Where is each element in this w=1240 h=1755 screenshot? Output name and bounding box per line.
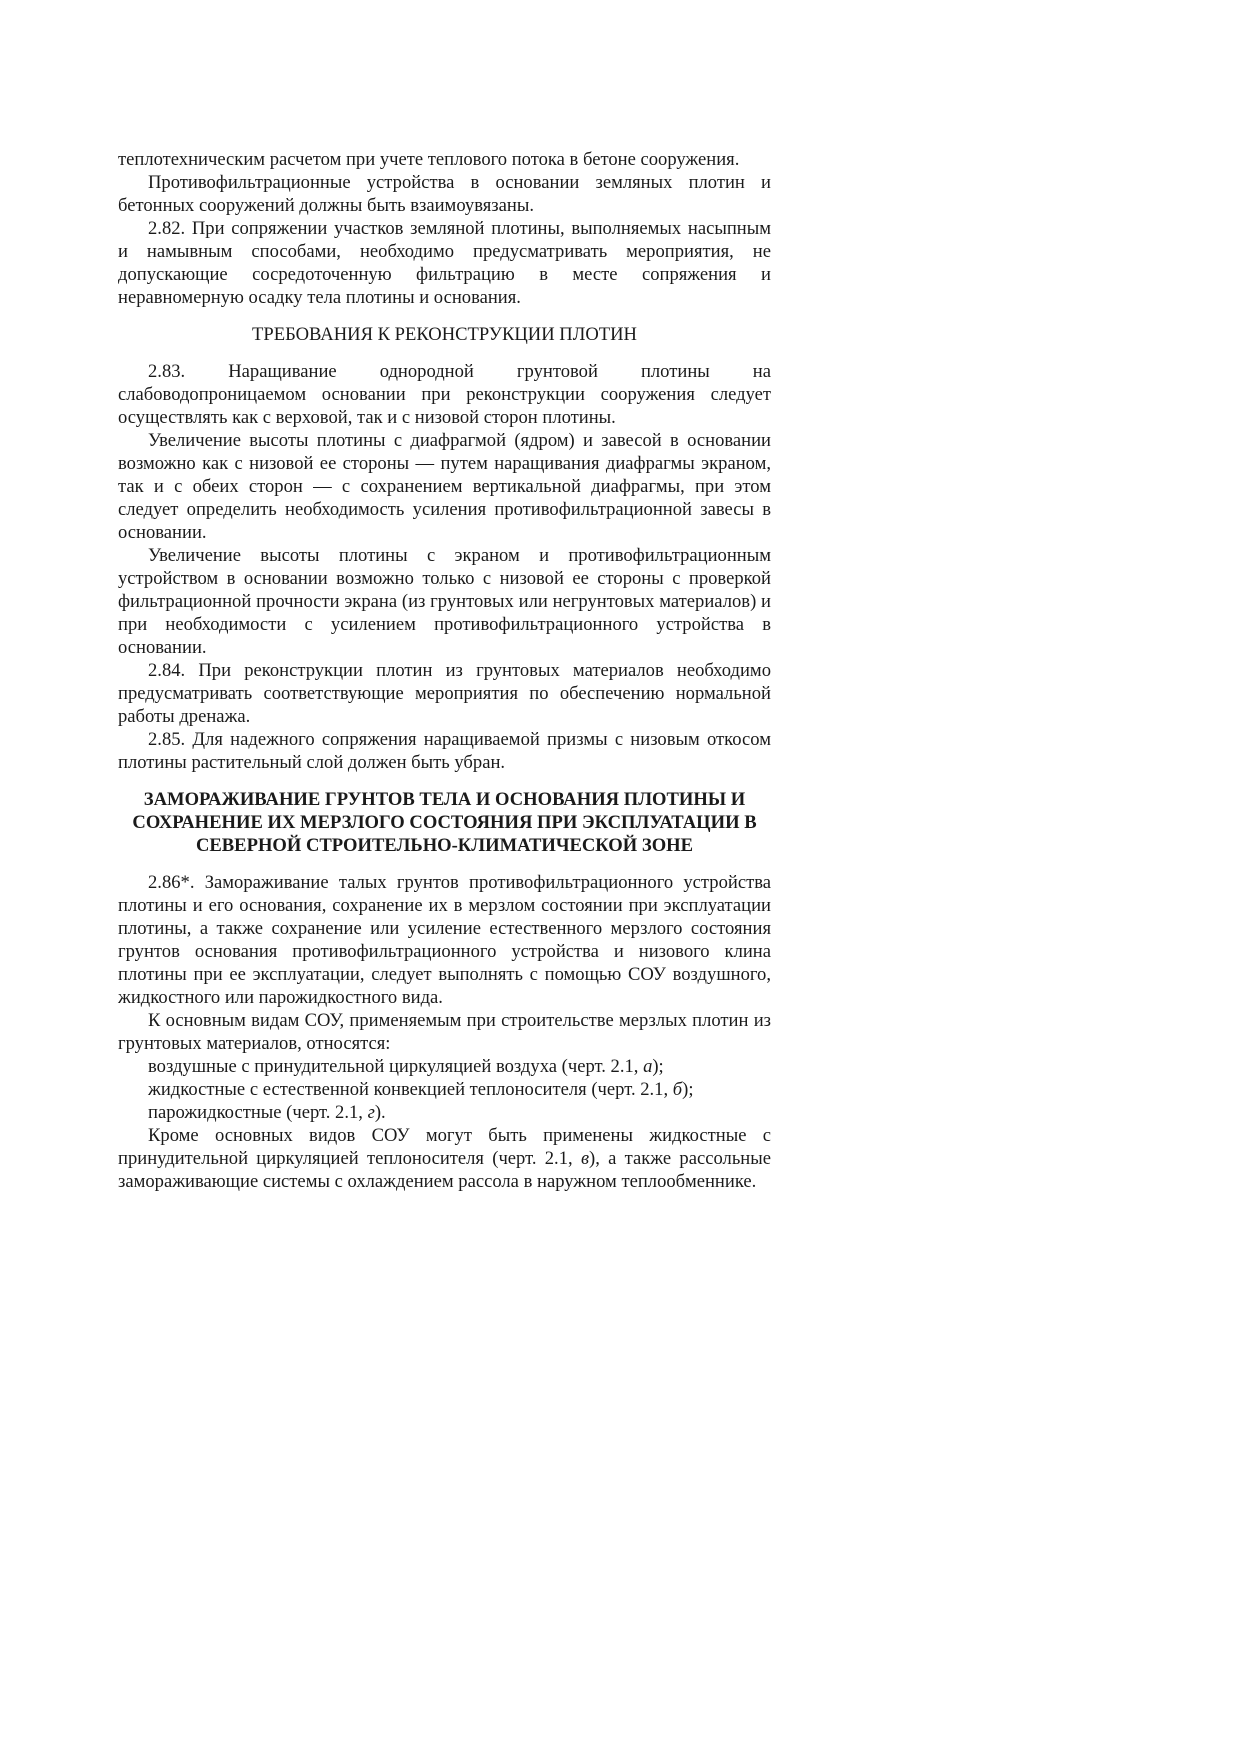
list-item-air-text: воздушные с принудительной циркуляцией воздуха (черт. 2.1, xyxy=(148,1056,644,1077)
paragraph-additional-sou xyxy=(118,1124,771,1193)
paragraph-sou-types: К основным видам СОУ, применяемым при строительстве мерзлых плотин из грунтовых материалов, относятся: xyxy=(118,1010,771,1054)
paragraph-additional-sou-end: ), а также рассольные замораживающие системы с охлаждением рассола в наружном теплообменнике. xyxy=(118,1148,771,1192)
list-item-vapor-text: парожидкостные (черт. 2.1, xyxy=(148,1102,368,1123)
paragraph-2-85: 2.85. Для надежного сопряжения наращиваемой призмы с низовым откосом плотины растительный слой должен быть убран. xyxy=(118,729,771,773)
paragraph-screen: Увеличение высоты плотины с экраном и противофильтрационным устройством в основании возможно только с низовой ее стороны с проверкой фильтрационной прочности экрана (из грунтовых или негрунтовых материалов) и при необходимости с усилением противофильтрационного устройства в основании. xyxy=(118,545,771,658)
paragraph-continuation: теплотехническим расчетом при учете теплового потока в бетоне сооружения. xyxy=(118,149,740,170)
paragraph-2-82: 2.82. При сопряжении участков земляной плотины, выполняемых насыпным и намывным способами, необходимо предусматривать мероприятия, не допускающие сосредоточенную фильтрацию в месте сопряжения и неравномерную осадку тела плотины и основания. xyxy=(118,218,771,308)
list-item-liquid-text: жидкостные с естественной конвекцией теплоносителя (черт. 2.1, xyxy=(148,1079,673,1100)
list-item-air xyxy=(118,1055,771,1078)
list-item-liquid-letter: б xyxy=(672,1079,683,1100)
list-item-air-letter: а xyxy=(643,1056,653,1077)
list-item-air-end: ); xyxy=(652,1056,664,1077)
list-item-vapor xyxy=(118,1101,771,1124)
paragraph-additional-sou-text: Кроме основных видов СОУ могут быть применены жидкостные с принудительной циркуляцией теплоносителя (черт. 2.1, xyxy=(118,1125,771,1169)
paragraph-2-83: 2.83. Наращивание однородной грунтовой плотины на слабоводопроницаемом основании при реконструкции сооружения следует осуществлять как с верховой, так и с низовой сторон плотины. xyxy=(118,361,771,428)
list-item-vapor-letter: г xyxy=(367,1102,375,1123)
list-item-vapor-end: ). xyxy=(374,1102,386,1123)
list-item-liquid-end: ); xyxy=(682,1079,694,1100)
section-heading-freezing: ЗАМОРАЖИВАНИЕ ГРУНТОВ ТЕЛА И ОСНОВАНИЯ ПЛОТИНЫ И СОХРАНЕНИЕ ИХ МЕРЗЛОГО СОСТОЯНИЯ ПРИ ЭКСПЛУАТАЦИИ В СЕВЕРНОЙ СТРОИТЕЛЬНО-КЛИМАТИЧЕСКОЙ ЗОНЕ xyxy=(132,789,757,856)
list-item-liquid xyxy=(118,1078,771,1101)
paragraph-2-84: 2.84. При реконструкции плотин из грунтовых материалов необходимо предусматривать соответствующие мероприятия по обеспечению нормальной работы дренажа. xyxy=(118,660,771,727)
paragraph-additional-sou-letter: в xyxy=(580,1148,590,1169)
paragraph-diaphragm: Увеличение высоты плотины с диафрагмой (ядром) и завесой в основании возможно как с низовой ее стороны — путем наращивания диафрагмы экраном, так и с обеих сторон — с сохранением вертикальной диафрагмы, при этом следует определить необходимость усиления противофильтрационной завесы в основании. xyxy=(118,430,771,543)
document-page xyxy=(118,148,771,1193)
paragraph-antifiltration: Противофильтрационные устройства в основании земляных плотин и бетонных сооружений должны быть взаимоувязаны. xyxy=(118,172,771,216)
paragraph-2-86: 2.86*. Замораживание талых грунтов противофильтрационного устройства плотины и его основания, сохранение их в мерзлом состоянии при эксплуатации плотины, а также сохранение или усиление естественного мерзлого состояния грунтов основания противофильтрационного устройства и низового клина плотины при ее эксплуатации, следует выполнять с помощью СОУ воздушного, жидкостного или парожидкостного вида. xyxy=(118,872,771,1008)
section-heading-reconstruction: ТРЕБОВАНИЯ К РЕКОНСТРУКЦИИ ПЛОТИН xyxy=(252,324,637,345)
